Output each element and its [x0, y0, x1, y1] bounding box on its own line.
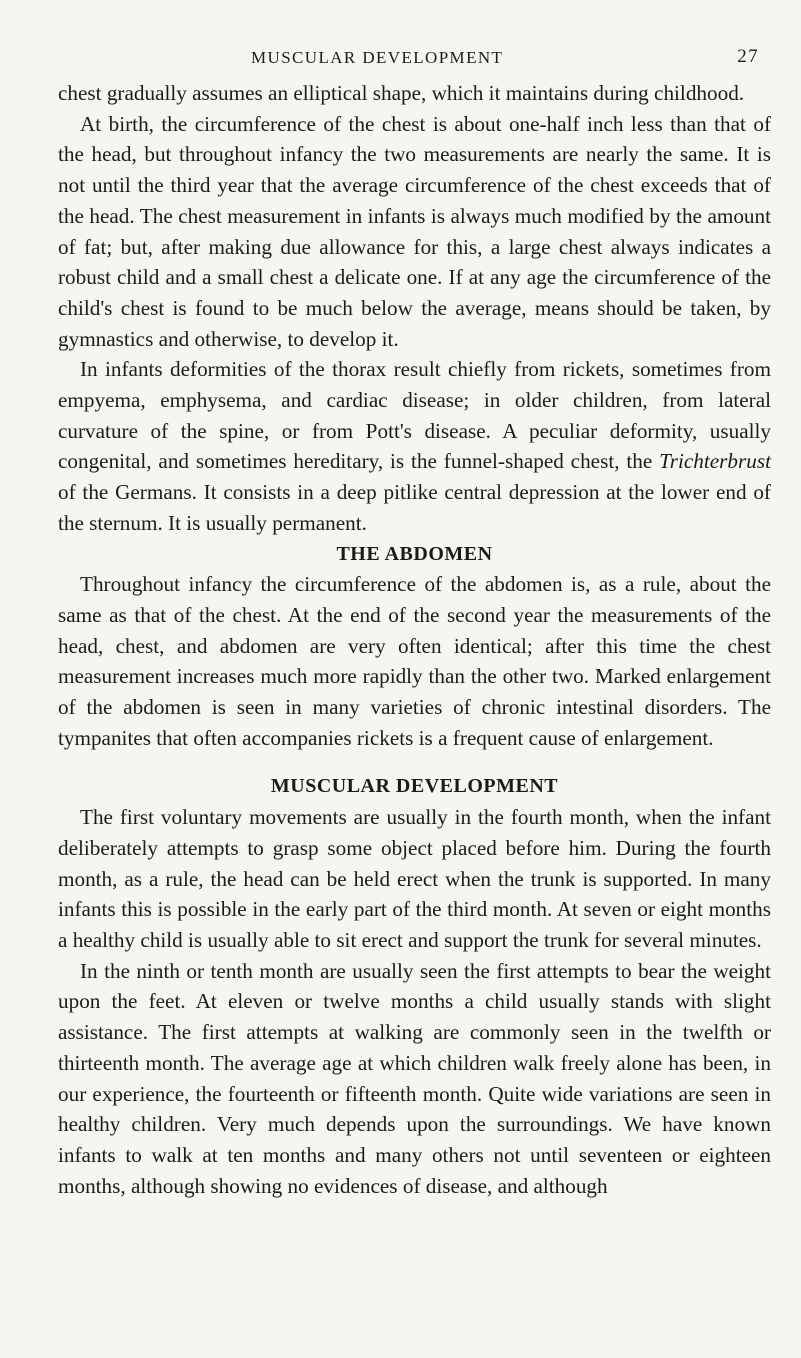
paragraph-walking: In the ninth or tenth month are usually seen the first attempts to bear the weight upon the feet. At eleven or twelve months a child usually stands with slight assistance. The first attempts at walking are commonly seen in the twelfth or thirteenth month. The average age at which children walk freely alone has been, in our experience, the fourteenth or fifteenth month. Quite wide variations are seen in healthy children. Very much depends upon the surroundings. We have known infants to walk at ten months and many others not until seventeen or eighteen months, although showing no evidences of disease, and although — [58, 958, 771, 1198]
section-heading-abdomen: THE ABDOMEN — [336, 542, 493, 565]
running-head — [58, 38, 771, 78]
paragraph-abdomen: Throughout infancy the circumference of the abdomen is, as a rule, about the same as that of the chest. At the end of the second year the measurements of the head, chest, and abdomen are very often identical; after this time the chest measurement increases much more rapidly than the other two. Marked enlargement of the abdomen is seen in many varieties of chronic intestinal disorders. The tympanites that often accompanies rickets is a frequent cause of enlargement. — [58, 572, 771, 750]
section-heading-muscular-development: MUSCULAR DEVELOPMENT — [270, 775, 559, 798]
german-term: Trichterbrust — [659, 449, 771, 474]
paragraph-thorax-deformities — [58, 354, 771, 538]
paragraph-voluntary-movements: The first voluntary movements are usually in the fourth month, when the infant deliberately attempts to grasp some object placed before him. During the fourth month, as a rule, the head can be held erect when the trunk is supported. In many infants this is possible in the early part of the third month. At seven or eight months a healthy child is usually able to sit erect and support the trunk for several minutes. — [58, 805, 771, 952]
deformities-text-start: In infants deformities of the thorax result chiefly from rickets, sometimes from empyema, emphysema, and cardiac disease; in older children, from lateral curvature of the spine, or from Pott's disease. A peculiar deformity, usually congenital, and sometimes hereditary, is the funnel-shaped chest, the — [58, 357, 771, 474]
paragraph-chest-circumference: At birth, the circumference of the chest is about one-half inch less than that of the head, but throughout infancy the two measurements are nearly the same. It is not until the third year that the average circumference of the chest exceeds that of the head. The chest measurement in infants is always much modified by the amount of fat; but, after making due allowance for this, a large chest always indicates a robust child and a small chest a delicate one. If at any age the circumference of the child's chest is found to be much below the average, means should be taken, by gymnastics and otherwise, to develop it. — [58, 111, 771, 351]
body-text — [58, 78, 771, 1201]
deformities-text-end: of the Germans. It consists in a deep pitlike central depression at the lower end of the sternum. It is usually permanent. — [58, 480, 771, 535]
paragraph-chest-shape: chest gradually assumes an elliptical shape, which it maintains during childhood. — [58, 81, 745, 105]
page-number: 27 — [737, 46, 759, 67]
running-title: MUSCULAR DEVELOPMENT — [251, 48, 504, 67]
